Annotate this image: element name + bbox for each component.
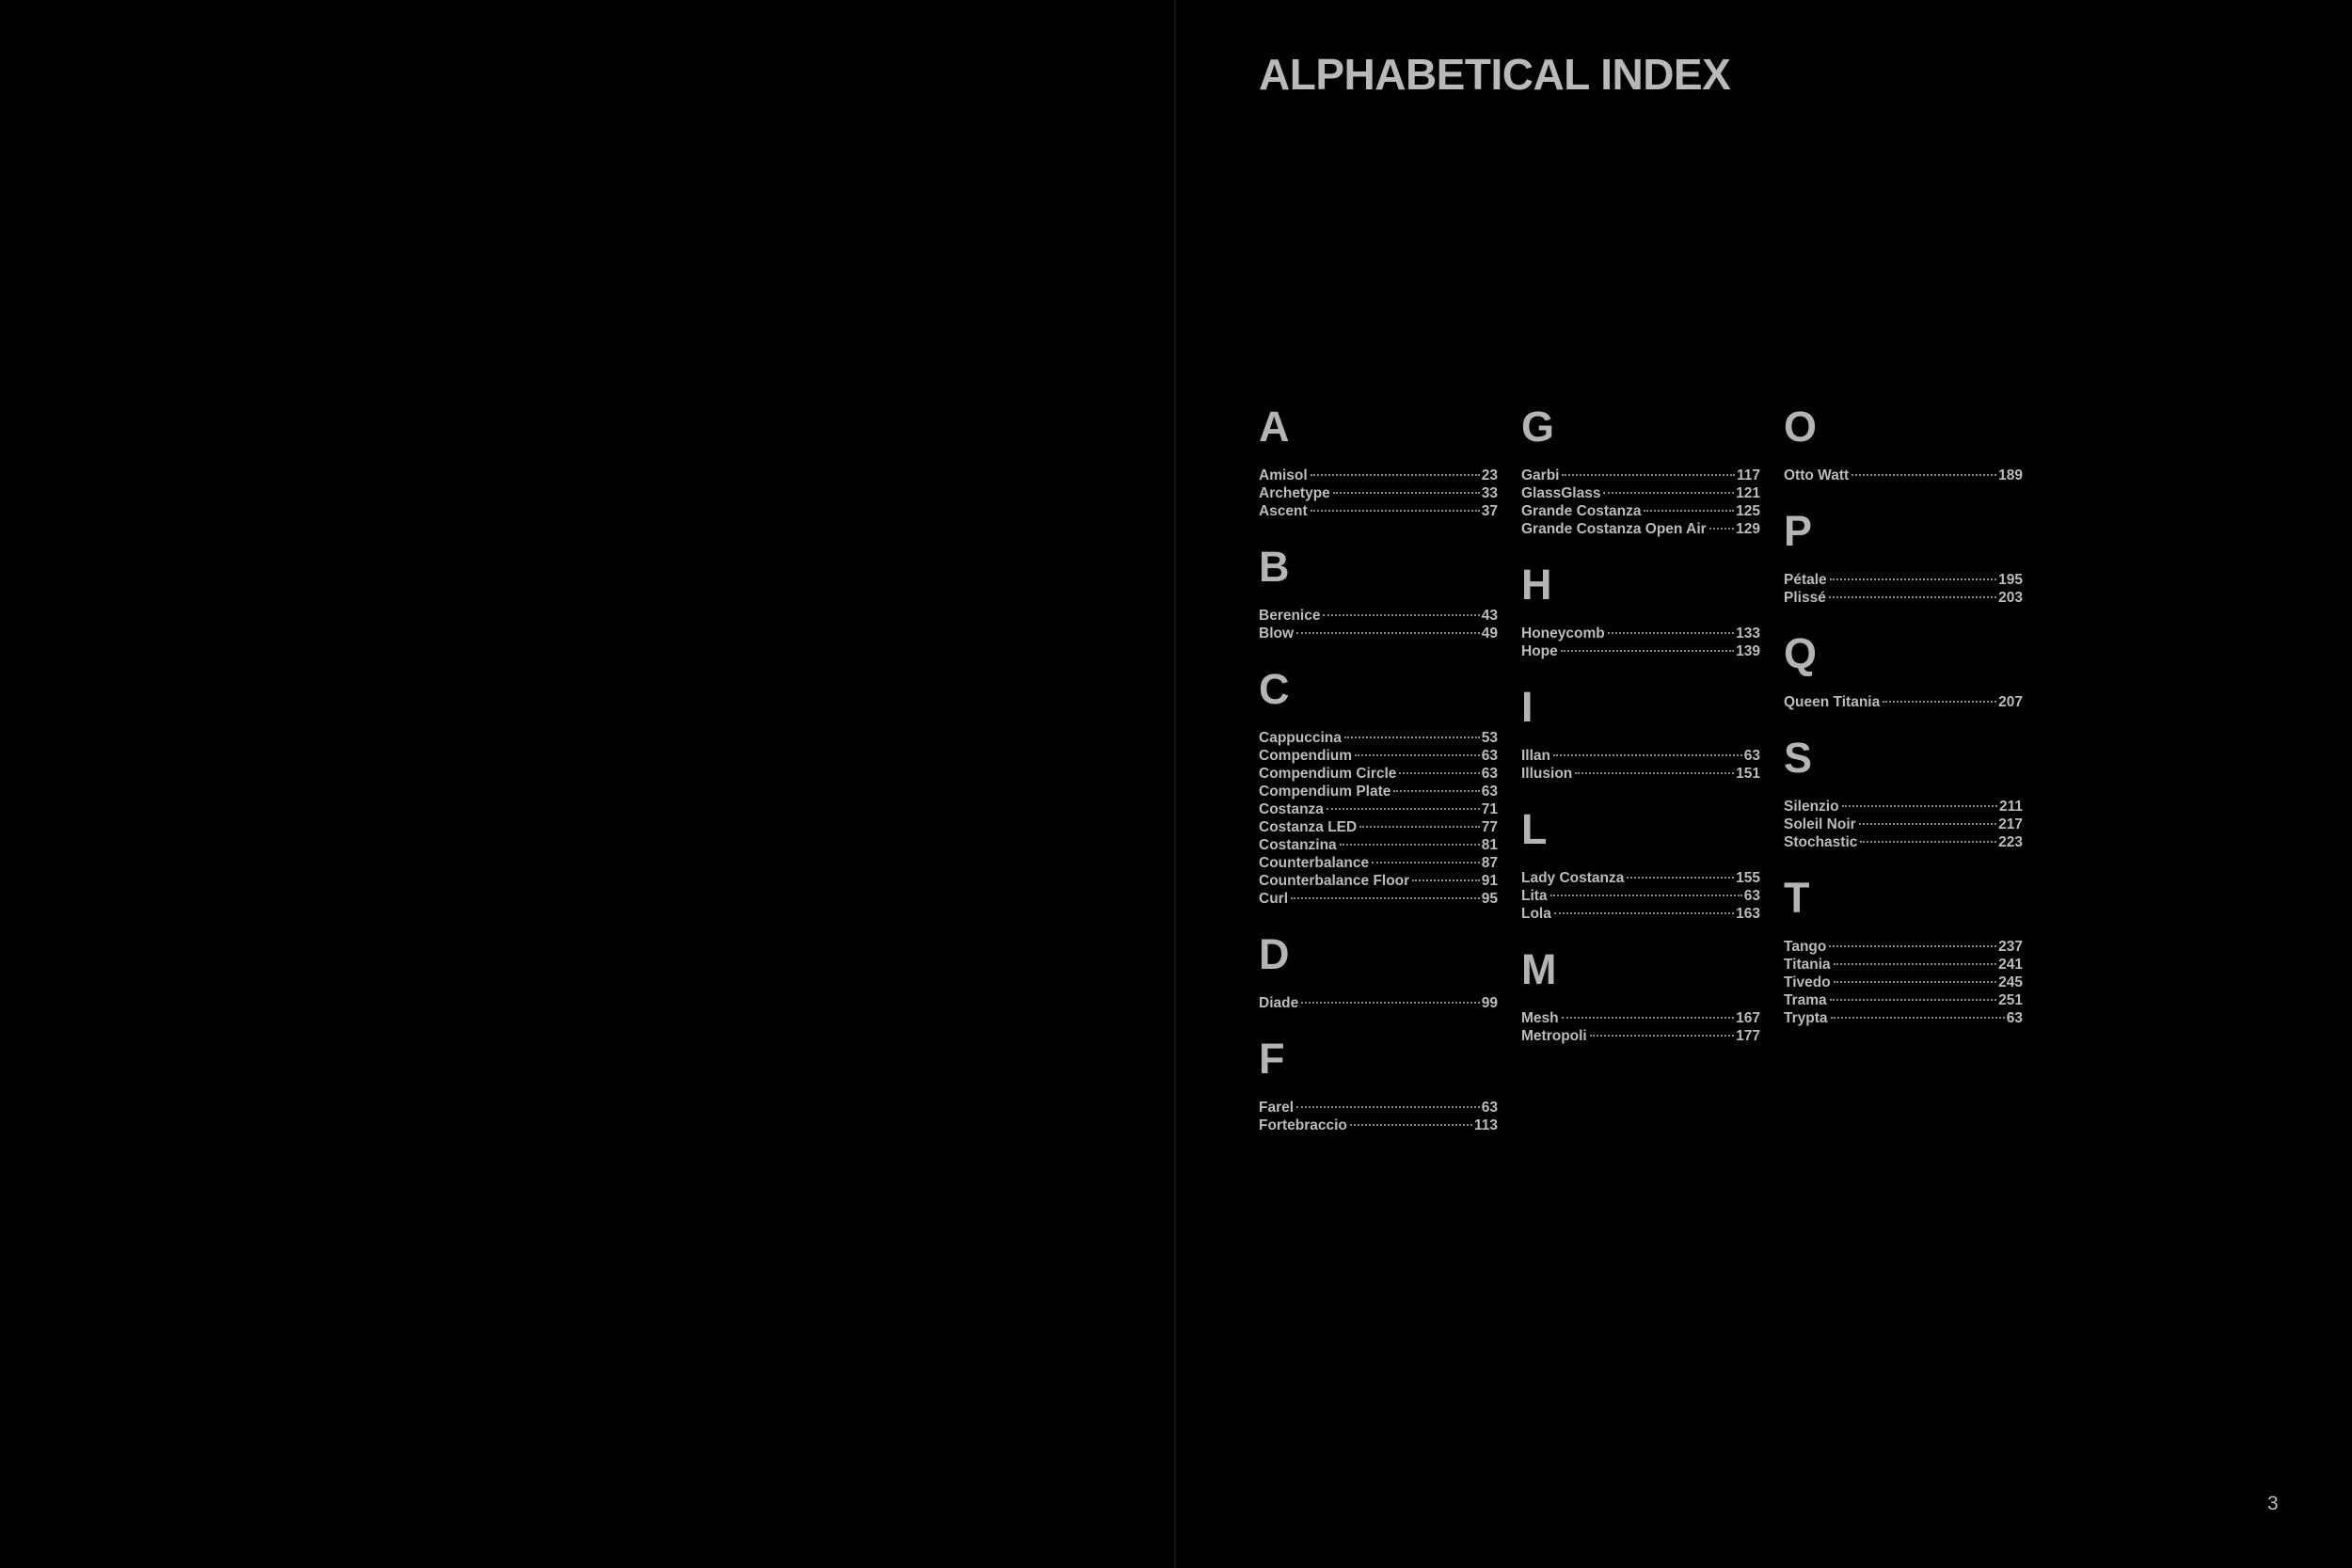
- entry-page-number: 177: [1736, 1028, 1760, 1044]
- letter-group-g: [1521, 403, 1760, 538]
- letter-group-b: [1259, 543, 1498, 642]
- entry-name: Costanza: [1259, 801, 1324, 817]
- index-entry: [1521, 1027, 1760, 1045]
- index-entry: [1784, 974, 2023, 991]
- letter-heading: S: [1784, 734, 1813, 782]
- entry-page-number: 251: [1998, 992, 2023, 1008]
- dot-leader: [1554, 912, 1734, 914]
- index-entry: [1259, 994, 1498, 1012]
- entry-page-number: 211: [1998, 799, 2023, 815]
- index-entries: [1784, 571, 2023, 607]
- entry-name: Plissé: [1784, 590, 1826, 606]
- entry-page-number: 195: [1998, 572, 2023, 588]
- entry-page-number: 43: [1481, 608, 1498, 624]
- index-entry: [1259, 484, 1498, 502]
- entry-name: Lady Costanza: [1521, 870, 1625, 886]
- index-entry: [1784, 956, 2023, 974]
- index-entry: [1784, 693, 2023, 711]
- index-column-3: [1784, 403, 2023, 1050]
- entry-page-number: 99: [1481, 995, 1498, 1011]
- entry-page-number: 203: [1998, 590, 2023, 606]
- entry-page-number: 245: [1998, 974, 2023, 990]
- entry-page-number: 63: [1481, 784, 1498, 800]
- dot-leader: [1860, 841, 1996, 843]
- entry-page-number: 121: [1736, 485, 1760, 501]
- index-entry: [1259, 625, 1498, 642]
- letter-group-d: [1259, 930, 1498, 1012]
- entry-page-number: 63: [2006, 1010, 2023, 1026]
- letter-group-c: [1259, 665, 1498, 908]
- dot-leader: [1553, 754, 1742, 756]
- index-entry: [1784, 571, 2023, 589]
- entry-page-number: 81: [1481, 837, 1498, 853]
- entry-name: GlassGlass: [1521, 485, 1601, 501]
- letter-group-i: [1521, 683, 1760, 783]
- index-entry: [1521, 467, 1760, 484]
- index-entry: [1259, 800, 1498, 818]
- index-entry: [1259, 890, 1498, 908]
- index-entry: [1521, 502, 1760, 520]
- dot-leader: [1327, 808, 1480, 810]
- entry-name: Tango: [1784, 939, 1827, 955]
- dot-leader: [1562, 1017, 1735, 1019]
- entry-name: Queen Titania: [1784, 694, 1881, 710]
- entry-name: Berenice: [1259, 608, 1321, 624]
- entry-page-number: 63: [1481, 748, 1498, 764]
- entry-page-number: 117: [1736, 467, 1760, 483]
- index-entries: [1521, 1009, 1760, 1045]
- dot-leader: [1575, 772, 1734, 774]
- dot-leader: [1311, 474, 1480, 476]
- letter-heading: T: [1784, 874, 1810, 922]
- entry-name: Grande Costanza: [1521, 503, 1642, 519]
- letter-heading: B: [1259, 543, 1290, 591]
- dot-leader: [1550, 895, 1742, 896]
- index-entry: [1259, 765, 1498, 783]
- index-entry: [1784, 833, 2023, 851]
- dot-leader: [1851, 474, 1996, 476]
- index-entries: [1521, 625, 1760, 660]
- entry-name: Archetype: [1259, 485, 1330, 501]
- entry-name: Titania: [1784, 957, 1831, 973]
- entry-name: Grande Costanza Open Air: [1521, 521, 1707, 537]
- dot-leader: [1608, 632, 1734, 634]
- index-entries: [1784, 938, 2023, 1027]
- index-entry: [1784, 798, 2023, 816]
- entry-name: Otto Watt: [1784, 467, 1850, 483]
- dot-leader: [1323, 614, 1479, 616]
- entry-page-number: 155: [1736, 870, 1760, 886]
- index-entry: [1784, 991, 2023, 1009]
- dot-leader: [1829, 945, 1996, 947]
- entry-name: Hope: [1521, 643, 1558, 659]
- dot-leader: [1344, 736, 1480, 738]
- entry-page-number: 151: [1736, 766, 1760, 782]
- entry-page-number: 37: [1481, 503, 1498, 519]
- entry-name: Amisol: [1259, 467, 1308, 483]
- index-entry: [1784, 467, 2023, 484]
- index-entry: [1259, 854, 1498, 872]
- index-column-2: [1521, 403, 1760, 1068]
- entry-page-number: 167: [1736, 1010, 1760, 1026]
- index-entry: [1259, 783, 1498, 800]
- dot-leader: [1603, 492, 1734, 494]
- entry-name: Garbi: [1521, 467, 1560, 483]
- index-entry: [1784, 938, 2023, 956]
- index-entry: [1259, 872, 1498, 890]
- index-entries: [1521, 869, 1760, 923]
- entry-name: Trama: [1784, 992, 1827, 1008]
- dot-leader: [1834, 981, 1996, 983]
- entry-page-number: 63: [1743, 748, 1760, 764]
- index-entry: [1259, 607, 1498, 625]
- entry-page-number: 33: [1481, 485, 1498, 501]
- dot-leader: [1393, 790, 1479, 792]
- dot-leader: [1561, 650, 1734, 652]
- index-entry: [1259, 818, 1498, 836]
- index-entry: [1521, 642, 1760, 660]
- dot-leader: [1296, 1106, 1480, 1108]
- entry-name: Fortebraccio: [1259, 1117, 1347, 1133]
- entry-page-number: 91: [1481, 873, 1498, 889]
- entry-page-number: 129: [1736, 521, 1760, 537]
- entry-name: Stochastic: [1784, 834, 1858, 850]
- letter-heading: G: [1521, 403, 1555, 451]
- entry-page-number: 189: [1998, 467, 2023, 483]
- index-column-1: [1259, 403, 1498, 1157]
- letter-group-a: [1259, 403, 1498, 520]
- entry-name: Honeycomb: [1521, 626, 1605, 641]
- entry-page-number: 223: [1998, 834, 2023, 850]
- entry-page-number: 207: [1998, 694, 2023, 710]
- index-entry: [1784, 816, 2023, 833]
- letter-heading: P: [1784, 507, 1813, 555]
- entry-page-number: 63: [1481, 1100, 1498, 1116]
- dot-leader: [1562, 474, 1735, 476]
- entry-page-number: 77: [1481, 819, 1498, 835]
- entry-name: Counterbalance: [1259, 855, 1370, 871]
- dot-leader: [1883, 701, 1996, 703]
- letter-group-f: [1259, 1035, 1498, 1134]
- dot-leader: [1301, 1002, 1480, 1004]
- entry-name: Trypta: [1784, 1010, 1828, 1026]
- letter-heading: O: [1784, 403, 1818, 451]
- index-entry: [1521, 765, 1760, 783]
- index-entries: [1259, 994, 1498, 1012]
- entry-name: Soleil Noir: [1784, 816, 1856, 832]
- dot-leader: [1399, 772, 1479, 774]
- index-entry: [1784, 589, 2023, 607]
- dot-leader: [1829, 596, 1996, 598]
- dot-leader: [1333, 492, 1480, 494]
- index-entries: [1784, 467, 2023, 484]
- index-entry: [1521, 869, 1760, 887]
- dot-leader: [1291, 897, 1480, 899]
- letter-heading: H: [1521, 561, 1552, 609]
- index-entries: [1259, 467, 1498, 520]
- entry-page-number: 23: [1481, 467, 1498, 483]
- index-entry: [1259, 1099, 1498, 1117]
- index-entry: [1521, 520, 1760, 538]
- index-entry: [1521, 484, 1760, 502]
- index-entries: [1784, 693, 2023, 711]
- entry-name: Blow: [1259, 626, 1295, 641]
- index-entries: [1259, 1099, 1498, 1134]
- entry-page-number: 125: [1736, 503, 1760, 519]
- letter-heading: A: [1259, 403, 1290, 451]
- letter-group-o: [1784, 403, 2023, 484]
- index-entries: [1784, 798, 2023, 851]
- dot-leader: [1831, 1017, 2005, 1019]
- letter-heading: Q: [1784, 629, 1818, 677]
- entry-page-number: 63: [1743, 888, 1760, 904]
- index-entry: [1784, 1009, 2023, 1027]
- dot-leader: [1372, 862, 1480, 863]
- entry-name: Ascent: [1259, 503, 1308, 519]
- entry-page-number: 87: [1481, 855, 1498, 871]
- letter-group-s: [1784, 734, 2023, 851]
- dot-leader: [1830, 578, 1996, 580]
- dot-leader: [1340, 844, 1480, 846]
- entry-name: Farel: [1259, 1100, 1295, 1116]
- entry-name: Costanza LED: [1259, 819, 1358, 835]
- dot-leader: [1627, 877, 1734, 879]
- index-entry: [1521, 887, 1760, 905]
- entry-name: Illan: [1521, 748, 1551, 764]
- entry-name: Metropoli: [1521, 1028, 1587, 1044]
- index-entries: [1521, 747, 1760, 783]
- entry-name: Cappuccina: [1259, 730, 1342, 746]
- page-title: ALPHABETICAL INDEX: [1259, 50, 1731, 99]
- letter-group-t: [1784, 874, 2023, 1027]
- entry-name: Compendium Circle: [1259, 766, 1397, 782]
- dot-leader: [1709, 528, 1734, 530]
- letter-heading: I: [1521, 683, 1534, 731]
- dot-leader: [1412, 879, 1480, 881]
- dot-leader: [1644, 510, 1734, 512]
- dot-leader: [1311, 510, 1480, 512]
- index-entry: [1259, 467, 1498, 484]
- index-entry: [1259, 747, 1498, 765]
- left-page-blank: [0, 0, 1174, 1568]
- entry-page-number: 241: [1998, 957, 2023, 973]
- entry-page-number: 95: [1481, 891, 1498, 907]
- entry-page-number: 71: [1481, 801, 1498, 817]
- letter-heading: F: [1259, 1035, 1285, 1083]
- entry-name: Mesh: [1521, 1010, 1559, 1026]
- letter-group-q: [1784, 629, 2023, 711]
- entry-name: Compendium: [1259, 748, 1353, 764]
- entry-page-number: 49: [1481, 626, 1498, 641]
- entry-page-number: 63: [1481, 766, 1498, 782]
- page-number: 3: [2267, 1493, 2279, 1514]
- index-entry: [1259, 1117, 1498, 1134]
- index-entries: [1259, 729, 1498, 908]
- letter-group-h: [1521, 561, 1760, 660]
- index-entry: [1521, 905, 1760, 923]
- letter-group-p: [1784, 507, 2023, 607]
- index-entry: [1259, 502, 1498, 520]
- entry-name: Illusion: [1521, 766, 1573, 782]
- index-entries: [1259, 607, 1498, 642]
- dot-leader: [1830, 999, 1996, 1001]
- entry-name: Pétale: [1784, 572, 1827, 588]
- letter-heading: D: [1259, 930, 1290, 978]
- index-entry: [1521, 1009, 1760, 1027]
- dot-leader: [1296, 632, 1480, 634]
- letter-heading: M: [1521, 945, 1557, 993]
- entry-page-number: 133: [1736, 626, 1760, 641]
- entry-name: Costanzina: [1259, 837, 1337, 853]
- entry-name: Curl: [1259, 891, 1288, 907]
- entry-name: Silenzio: [1784, 799, 1839, 815]
- dot-leader: [1859, 823, 1996, 825]
- entry-page-number: 237: [1998, 939, 2023, 955]
- entry-name: Lita: [1521, 888, 1548, 904]
- entry-name: Counterbalance Floor: [1259, 873, 1410, 889]
- entry-page-number: 53: [1481, 730, 1498, 746]
- entry-page-number: 139: [1736, 643, 1760, 659]
- index-entry: [1521, 625, 1760, 642]
- entry-name: Tivedo: [1784, 974, 1831, 990]
- letter-heading: C: [1259, 665, 1290, 713]
- letter-group-l: [1521, 805, 1760, 923]
- dot-leader: [1834, 963, 1996, 965]
- dot-leader: [1350, 1124, 1472, 1126]
- dot-leader: [1590, 1035, 1734, 1037]
- entry-page-number: 113: [1473, 1117, 1498, 1133]
- index-entry: [1521, 747, 1760, 765]
- dot-leader: [1359, 826, 1480, 828]
- index-entry: [1259, 836, 1498, 854]
- index-entries: [1521, 467, 1760, 538]
- index-entry: [1259, 729, 1498, 747]
- dot-leader: [1842, 805, 1997, 807]
- entry-page-number: 163: [1736, 906, 1760, 922]
- entry-name: Lola: [1521, 906, 1551, 922]
- letter-heading: L: [1521, 805, 1548, 853]
- entry-name: Diade: [1259, 995, 1299, 1011]
- entry-name: Compendium Plate: [1259, 784, 1391, 800]
- entry-page-number: 217: [1998, 816, 2023, 832]
- letter-group-m: [1521, 945, 1760, 1045]
- dot-leader: [1355, 754, 1480, 756]
